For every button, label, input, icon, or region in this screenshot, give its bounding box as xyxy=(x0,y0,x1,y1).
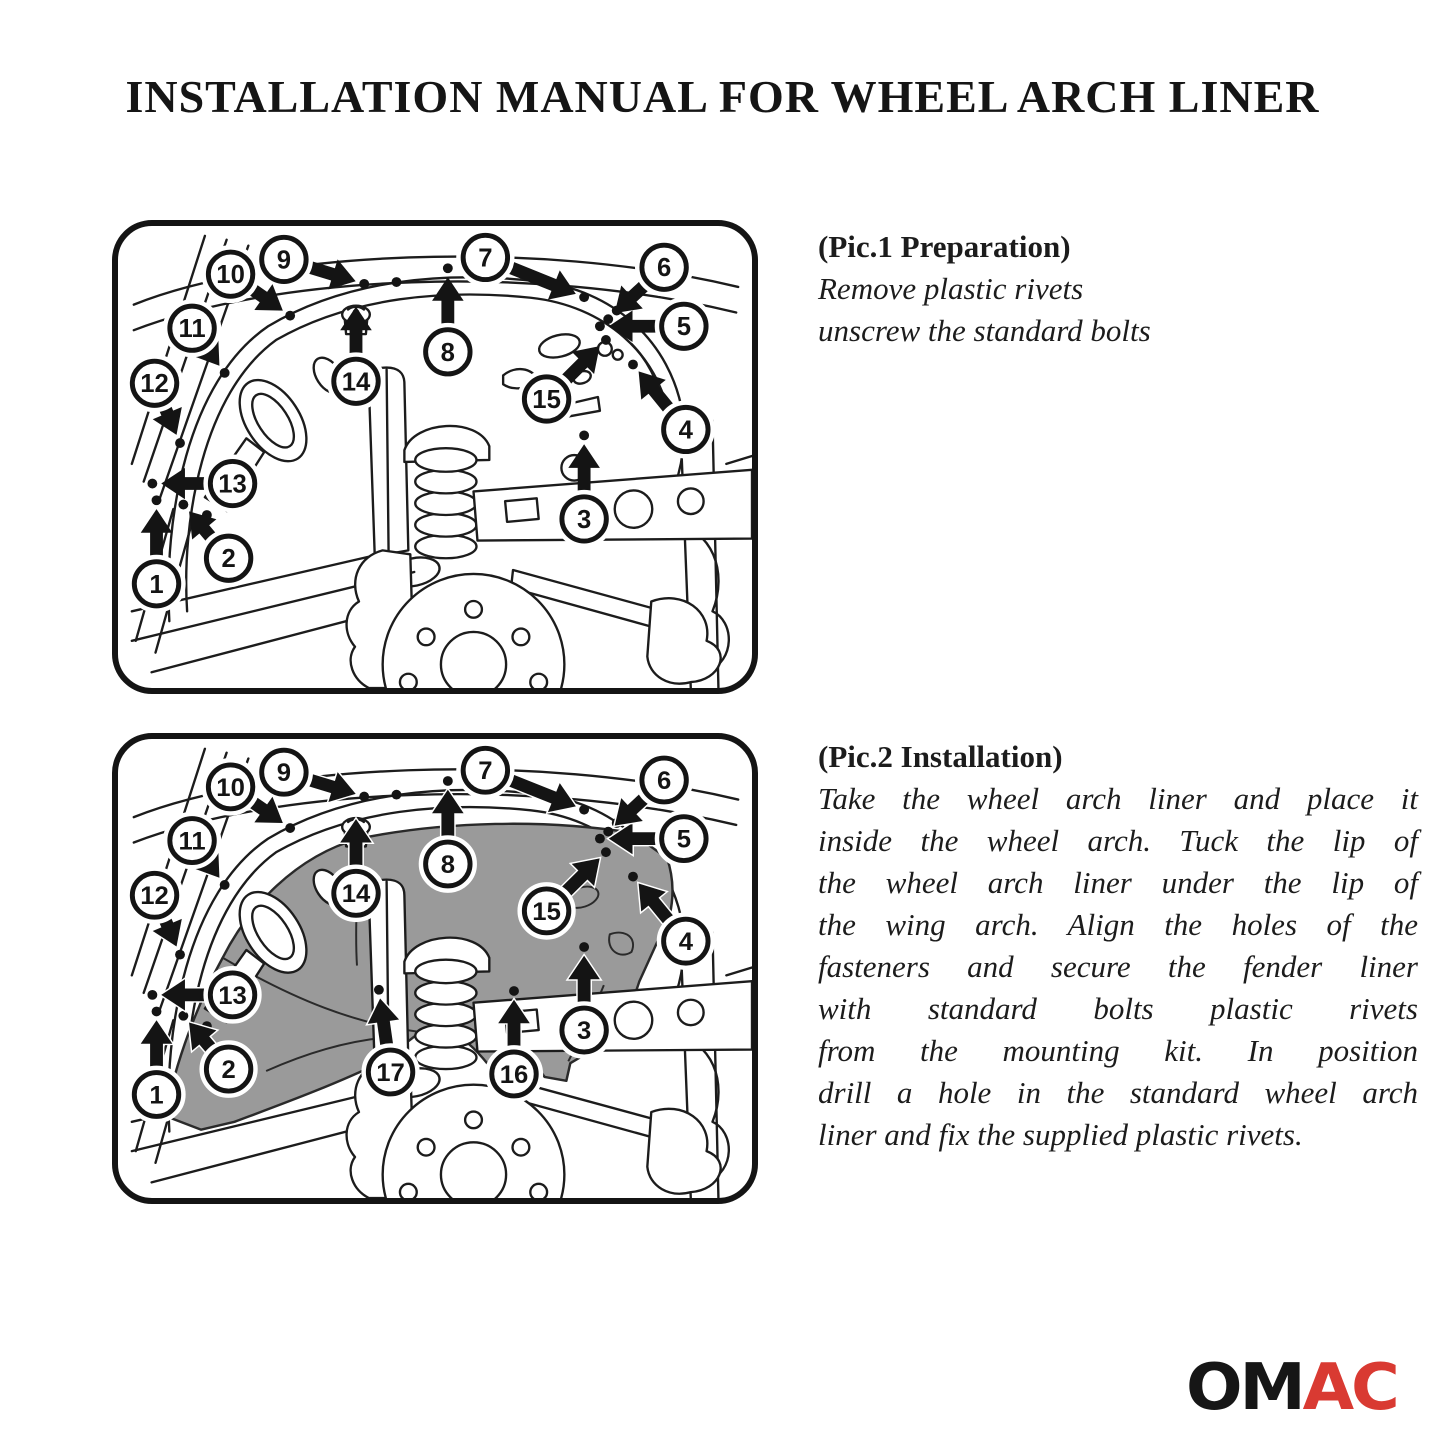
callout-number: 3 xyxy=(576,505,592,534)
instruction-line: the wheel arch liner under the lip of xyxy=(818,865,1418,900)
instruction-line: the wing arch. Align the holes of the xyxy=(818,907,1418,942)
callout-number: 12 xyxy=(140,882,169,911)
callout-number: 10 xyxy=(216,773,245,802)
callout-number: 5 xyxy=(676,825,692,854)
pic1-instructions xyxy=(818,268,1418,352)
callout-number: 6 xyxy=(656,767,672,795)
callout-number: 16 xyxy=(499,1061,529,1089)
callout-number: 15 xyxy=(532,386,561,414)
callout-number: 3 xyxy=(576,1017,592,1045)
rivet-hole-dot xyxy=(285,823,295,833)
rivet-hole-dot xyxy=(579,942,589,952)
rivet-hole-dot xyxy=(509,986,519,996)
omac-logo-red-letters: AC xyxy=(1302,1351,1397,1425)
callout-number: 1 xyxy=(149,1081,164,1110)
instruction-line: Remove plastic rivets xyxy=(818,271,1084,306)
instruction-line: from the mounting kit. In position xyxy=(818,1033,1418,1068)
callout-number: 9 xyxy=(276,759,292,788)
rivet-hole-dot xyxy=(603,827,613,837)
instruction-line: fasteners and secure the fender liner xyxy=(818,949,1418,984)
pic2-heading: (Pic.2 Installation) xyxy=(818,739,1063,774)
rivet-hole-dot xyxy=(152,1007,162,1017)
instruction-line: Take the wheel arch liner and place it xyxy=(818,781,1418,816)
callout-number: 2 xyxy=(221,1056,236,1084)
callout-number: 9 xyxy=(276,246,292,275)
pic1-heading: (Pic.1 Preparation) xyxy=(818,229,1071,264)
callout-number: 6 xyxy=(656,254,672,283)
callout-number: 8 xyxy=(440,338,455,367)
rivet-hole-dot xyxy=(628,872,638,882)
callout-number: 1 xyxy=(149,570,164,599)
callout-number: 17 xyxy=(376,1059,405,1087)
callout-number: 7 xyxy=(478,757,493,786)
callout-number: 4 xyxy=(678,928,693,957)
callout-number: 14 xyxy=(341,368,371,397)
callout-number: 7 xyxy=(478,244,493,273)
pic2-instructions xyxy=(818,778,1418,1156)
callout-number: 4 xyxy=(678,416,693,445)
callout-number: 13 xyxy=(218,470,247,499)
rivet-hole-dot xyxy=(175,950,185,960)
callout-14 xyxy=(328,307,383,409)
rivet-hole-dot xyxy=(175,438,185,448)
callout-number: 8 xyxy=(440,851,455,879)
callout-1 xyxy=(129,495,184,611)
instruction-line: drill a hole in the standard wheel arch xyxy=(818,1075,1418,1110)
rivet-hole-dot xyxy=(603,314,613,324)
rivet-hole-dot xyxy=(443,263,453,273)
instruction-line: with standard bolts plastic rivets xyxy=(818,991,1418,1026)
callout-1 xyxy=(129,1007,184,1122)
omac-logo xyxy=(1186,1348,1436,1434)
wheel-arch-drawing-pic1 xyxy=(118,226,752,688)
rivet-hole-dot xyxy=(579,430,589,440)
callout-number: 13 xyxy=(218,981,247,1010)
rivet-hole-dot xyxy=(443,776,453,786)
callout-number: 11 xyxy=(178,827,206,856)
rivet-hole-dot xyxy=(595,834,605,844)
rivet-hole-dot xyxy=(147,479,157,489)
diagram-pic1-preparation xyxy=(112,220,758,694)
callout-number: 2 xyxy=(221,545,236,574)
callout-number: 14 xyxy=(341,880,371,909)
instruction-line: inside the wheel arch. Tuck the lip of xyxy=(818,823,1418,858)
rivet-hole-dot xyxy=(579,805,589,815)
callout-number: 5 xyxy=(676,313,692,342)
callout-13 xyxy=(147,456,260,511)
instruction-line: unscrew the standard bolts xyxy=(818,313,1151,348)
rivet-hole-dot xyxy=(152,495,162,505)
rivet-hole-dot xyxy=(285,311,295,321)
callout-number: 12 xyxy=(140,370,169,399)
rivet-hole-dot xyxy=(359,279,369,289)
wheel-arch-drawing-pic2 xyxy=(118,739,752,1198)
omac-logo-black-letters: OM xyxy=(1186,1351,1303,1425)
rivet-hole-dot xyxy=(220,880,230,890)
rivet-hole-dot xyxy=(628,360,638,370)
diagram-pic2-installation xyxy=(112,733,758,1204)
rivet-hole-dot xyxy=(601,847,611,857)
rivet-hole-dot xyxy=(601,335,611,345)
page-title: INSTALLATION MANUAL FOR WHEEL ARCH LINER xyxy=(125,71,1320,122)
callout-number: 10 xyxy=(216,261,245,290)
pic2-text-block xyxy=(818,736,1418,1156)
rivet-hole-dot xyxy=(178,500,188,510)
pic1-text-block xyxy=(818,226,1418,352)
callout-15 xyxy=(519,335,611,427)
rivet-hole-dot xyxy=(374,985,384,995)
callout-number: 11 xyxy=(178,315,206,344)
rivet-hole-dot xyxy=(579,292,589,302)
rivet-hole-dot xyxy=(147,990,157,1000)
rivet-hole-dot xyxy=(220,368,230,378)
instruction-line: liner and fix the supplied plastic rivets. xyxy=(818,1117,1303,1152)
callout-number: 15 xyxy=(532,897,561,926)
rivet-hole-dot xyxy=(595,321,605,331)
rivet-hole-dot xyxy=(178,1011,188,1021)
rivet-hole-dot xyxy=(359,792,369,802)
